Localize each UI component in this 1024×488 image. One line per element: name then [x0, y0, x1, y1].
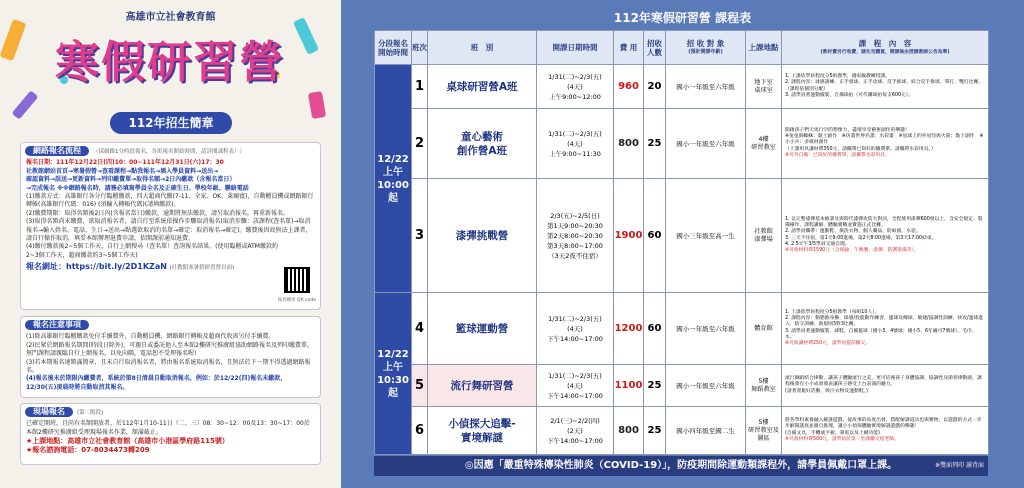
date-line: 1/31(二)~2/3(五)	[548, 72, 602, 81]
online-heading: 網路報名流程	[25, 146, 89, 156]
content-line: 2. 請學員攜帶：運動鞋、換洗衣物、個人藥品、防蚊液、水壺。	[785, 229, 921, 235]
loc-line: 研習教室	[751, 143, 776, 151]
header-date: 開課日期時間	[537, 31, 614, 65]
date-line: 1/31(二)~2/3(五)	[548, 314, 602, 323]
date-line: 上午9:00~12:00	[549, 92, 601, 101]
flyer-title: 寒假研習營	[55, 37, 285, 88]
row-number: 6	[412, 407, 428, 455]
header-content	[782, 31, 989, 65]
online-rule-4: (4)繳付繳款後2~5個工作天，自行上網搜尋（查名單）查詢報名結果。(使用臨櫃或ATM繳款約2~3個工作天，超商繳款約3~5個工作天)	[26, 243, 278, 259]
online-note: （採網路1分時段報名，各班報名開始時間，請詳閱課程表！）	[93, 149, 246, 155]
row-number: 1	[412, 65, 428, 109]
date-line: (4天)	[567, 324, 583, 333]
content-line: ※另收材料費500元，請學員於第一堂課繳交給老師。	[785, 436, 899, 442]
row-number: 5	[412, 365, 428, 407]
class-name-line: 童心藝術	[461, 130, 503, 143]
onsite-phone: ★報名諮詢電話：07-8034473轉209	[26, 445, 150, 454]
online-rule-2: (2)繳費期限：取得名額後2日內(含報名當日)繳款，逾期將無法繳款，請另取消報名，再重新報名。	[26, 209, 289, 217]
date-line: 1/31(二)~2/3(五)	[548, 129, 602, 138]
class-name-line: 創作營A班	[456, 144, 508, 157]
date-line: 第1天9:00~20:30	[547, 221, 603, 230]
table-header-row	[375, 31, 989, 65]
content-line: 1. 上課依學員程度分5組教學（每組10人）。	[785, 309, 880, 315]
class-name: 桌球研習營A班	[428, 65, 537, 109]
print-note: ※雙面列印 讀背面	[935, 462, 984, 469]
content-line: 3. 請學員著運動服裝、球鞋，自備籃球（國小3、4號球；國小5、6年級可7號球）、毛巾、水。	[785, 328, 977, 340]
session-time: 10:30	[377, 374, 409, 386]
content-line: ※另收材料費1590元（含保險、午晚餐、漆彈、防護裝備等）。	[785, 248, 919, 254]
session-date: 12/22	[377, 153, 409, 165]
loc-line: 研習教室及圖區	[748, 426, 779, 442]
content-line: ※另外自備：已寫好的繳費單，請攜帶水彩用具。	[785, 152, 890, 158]
notice-item-1: (1)除高雄銀行臨櫃繳款免付手續費外，自動櫃員機、網路銀行轉帳及超商代收需另付手續費。	[26, 333, 275, 341]
class-date	[537, 293, 614, 365]
confetti-shape	[12, 90, 39, 119]
content-line: 開啟孩子們天馬行空的想像力，盡情享受藝術創作的樂趣！	[785, 127, 910, 133]
notice-panel	[20, 316, 321, 398]
session-date: 12/22	[377, 348, 409, 360]
loc-line: 桌球室	[754, 86, 773, 94]
online-rule-3: (3)取得名額尚未繳費，欲取消報名者，請自行至系統依操作步驟取消報名(取消步驟：該課程(查名單)→取消報名→輸入姓名、電話、生日→送出→點選欲取消的名單→確定：取消報名→確定)。繳費後因故無法上課者，請自行操作取消，填妥本館辦理退費申請，依開課前通知退費。	[26, 218, 312, 243]
confetti-shape	[308, 91, 326, 119]
schedule-title: 112年寒假研習營 課程表	[613, 11, 752, 25]
table-row	[375, 407, 989, 455]
content-line: ※另收講材費250元，請學員提前繳交。	[785, 341, 871, 347]
class-content	[782, 65, 989, 109]
class-capacity: 60	[644, 293, 666, 365]
loc-line: 地下室	[754, 78, 773, 86]
class-capacity: 25	[644, 407, 666, 455]
class-fee: 800	[614, 407, 644, 455]
header-target-note: (預計開課年齡)	[688, 48, 723, 55]
qr-code-icon[interactable]	[284, 267, 310, 293]
content-line: ※兔兔與蜘蛛：黏土創作 ※仿畫世界名畫：水彩畫 ※星球上的外星怪與火箭：黏土創作 ※小小兵：多媒材創作	[785, 134, 984, 146]
class-fee: 1100	[614, 365, 644, 407]
date-line: (4天)	[567, 139, 583, 148]
notice-item-4: (4)報名後未於期限內繳費者，系統於第8日清晨自動取消報名，例如：於12/22(四)報名未繳款，12/30(五)凌晨時將自動取消其報名。	[26, 375, 287, 391]
class-capacity: 20	[644, 65, 666, 109]
covid-footer-text: ◎因應「嚴重特殊傳染性肺炎（COVID-19）」，防疫期間除運動類課程外，請學員佩戴口罩上課。	[464, 460, 898, 471]
content-line: 將各學科素養融入解謎遊戲，從故事的角度出發，搭配解謎道具也與實物，以遊戲的方式一步步解開謎底並親自推理，讓小小偵探體驗實境解謎遊戲的樂趣！	[785, 417, 982, 430]
date-line: （3天2夜不住宿）	[548, 251, 602, 260]
header-capacity: 招收人數	[644, 31, 666, 65]
date-line: 下午14:00~17:00	[547, 334, 603, 343]
class-capacity: 25	[644, 109, 666, 179]
notice-heading: 報名注意事項	[25, 320, 89, 330]
table-row	[375, 65, 989, 109]
class-content	[782, 407, 989, 455]
class-date	[537, 365, 614, 407]
class-location: 體育館	[746, 293, 782, 365]
table-row	[375, 179, 989, 293]
schedule-section	[341, 0, 1024, 488]
date-line: 2/3(五)~2/5(日)	[550, 211, 600, 220]
online-flow-1: 社教館網站首頁→寒暑假營→查看課程→點我報名→填入學員資料→送出→	[26, 167, 219, 175]
header-target-label: 招 收 對 象	[686, 38, 725, 48]
loc-line: 漆彈場	[754, 235, 773, 243]
online-flow-2: 確認資料→誤送→更新資料→列印繳費單→取得名額→2日內繳款（含報名當日）	[26, 176, 236, 184]
session-cell-1	[375, 65, 412, 293]
date-line: 1/31(二)~2/3(五)	[548, 371, 602, 380]
session-cell-2	[375, 293, 412, 455]
class-target: 國小一年級至六年級	[666, 65, 746, 109]
loc-line: 社教館	[754, 227, 773, 235]
registration-url[interactable]: 報名網址：https://bit.ly/2D1KZaN	[26, 262, 167, 272]
content-line: (自備文具，手機或平板，筆電以及上網功能)	[785, 430, 880, 436]
session-time: 10:00	[377, 179, 409, 191]
header-target	[666, 31, 746, 65]
class-name	[428, 109, 537, 179]
notice-item-2: (2)民眾於網路報名期間(時段日除外)，可親自或委託他人至本館2樓研究推廣組協助網路報名及列印繳費單，無門課程請親臨自行上網報名，以免向隅，電話恕不受理報名喔!	[26, 341, 314, 358]
content-line: 2. 課程內容：動態熱身操、球感/投籃動作練習、運球及傳球、敏捷/協調性訓練、快攻/運球進入、防守訓練、新規則3對3比賽。	[785, 315, 984, 328]
class-name-line: 小偵探大追擊-	[448, 417, 516, 430]
date-line: (2天)	[567, 426, 583, 435]
class-date	[537, 179, 614, 293]
header-location: 上課地點	[746, 31, 782, 65]
notice-item-3: (3)若本期報名達額滿簡章，且未自行取消報名者，將由報名系統取消報名，且無法於下一期不得透過網路報名。	[26, 358, 311, 375]
date-line: 第2天8:00~20:30	[547, 231, 603, 240]
content-line: (請著寬鬆好活動、吸汗衣物及運動鞋。)	[785, 388, 868, 394]
org-name: 高雄市立社會教育館	[125, 12, 216, 23]
online-period: 報名日期：111年12月22日(四)10：00~111年12月31日(六)17：30	[26, 159, 224, 167]
class-content	[782, 109, 989, 179]
session-tail: 起	[388, 192, 398, 204]
class-name: 流行舞研習營	[428, 365, 537, 407]
left-flyer	[0, 0, 341, 488]
table-row	[375, 365, 989, 407]
row-number: 2	[412, 109, 428, 179]
onsite-text: 已確定開班，且尚有名額開放者，於112年1月10-11日（二、三）08：30~12：00及13：30~17：00於本館2樓研究推廣組受理現場報名作業，額滿截止。	[26, 420, 310, 436]
content-line: 3. 請學員著運動服裝，自備球拍（可代購球拍每支600元）。	[785, 92, 913, 98]
class-name-line: 實境解謎	[461, 431, 503, 444]
confetti-shape	[0, 19, 26, 61]
online-registration-panel	[20, 142, 321, 310]
header-content-note: (教材費另行收費，請先勿購買，開課後由授課教師公告為準)	[820, 49, 950, 55]
class-target: 國小一年級至六年級	[666, 109, 746, 179]
class-content	[782, 365, 989, 407]
date-line: 2/1(三)~2/2(四)	[550, 416, 600, 425]
session-tail: 起	[388, 387, 398, 399]
content-line: 1. 以完整漆彈基本槍訓及與時代漆彈攻防大對決，全程使用漆彈600發以上，含安全規定、裝備操作、課程講解、體驗實戰並實施正式比賽。	[785, 216, 983, 228]
flyer-subtitle: 112年招生簡章	[110, 112, 232, 134]
class-capacity: 25	[644, 365, 666, 407]
class-content	[782, 293, 989, 365]
class-target: 國小三年級至高一生	[666, 179, 746, 293]
content-line: 2. 課程內容：球感訓練、正手發球、正手攻球、反手推球、結合反手推球、單打、雙打比賽。（課程依個別分配）	[785, 80, 983, 92]
online-rule-1: (1)繳款方式：高雄銀行各分行臨櫃繳款，四大超商代繳(7-11、全家、OK、萊爾富)，自動櫃員機或網路銀行轉帳(高雄銀行代碼：016) (須輸入轉帳代碼)(請填繳款)。	[26, 193, 314, 209]
class-location	[746, 365, 782, 407]
header-fee: 費 用	[614, 31, 644, 65]
row-number: 3	[412, 179, 428, 293]
date-line: 下午14:00~17:00	[547, 391, 603, 400]
class-content	[782, 179, 989, 293]
class-target: 國小一年級至六年級	[666, 365, 746, 407]
row-number: 4	[412, 293, 428, 365]
covid-footer	[374, 456, 988, 476]
registration-url-note: (社教館寒暑假研習營頁面)	[169, 265, 235, 272]
onsite-address: ★上課地點：高雄市立社會教育館（高雄市小港區學府路115號）	[26, 437, 229, 446]
date-line: 第3天8:00~17:00	[547, 241, 603, 250]
header-content-label: 課 程 內 容	[858, 38, 912, 48]
header-session: 分段報名開始時間	[375, 31, 412, 65]
content-line: 3. 三天不住宿，第1天9:00進場，第2天8:00進場，第3天17:00結束。	[785, 235, 937, 241]
loc-line: 5樓	[758, 377, 769, 385]
table-row	[375, 293, 989, 365]
class-fee: 960	[614, 65, 644, 109]
class-name: 籃球運動營	[428, 293, 537, 365]
content-line: 流行舞蹈結合律動，讓孩子體驗流行之美，更可培養孩子身體協調、協調性及節奏律動感，課程後會有小小成果發表讓孩子感受上台表演的魅力。	[785, 376, 982, 388]
class-date	[537, 109, 614, 179]
schedule-table	[374, 30, 989, 455]
content-line: 1. 上課依學員程度分5組教學，國家級教練授課。	[785, 73, 891, 79]
class-name	[428, 407, 537, 455]
class-name: 漆彈挑戰營	[428, 179, 537, 293]
class-fee: 800	[614, 109, 644, 179]
loc-line: 舞蹈教室	[751, 385, 776, 393]
date-line: 下午14:00~17:00	[547, 436, 603, 445]
onsite-heading: 現場報名	[25, 407, 73, 417]
class-location	[746, 407, 782, 455]
class-location	[746, 65, 782, 109]
session-ampm: 上午	[383, 166, 403, 178]
header-no: 班次	[412, 31, 428, 65]
header-class: 班 別	[428, 31, 537, 65]
class-fee: 1900	[614, 179, 644, 293]
loc-line: 5樓	[758, 418, 769, 426]
loc-line: 4樓	[758, 135, 769, 143]
class-date	[537, 407, 614, 455]
class-target: 國小一年級至六年級	[666, 293, 746, 365]
class-fee: 1200	[614, 293, 644, 365]
class-target: 國小四年級至國二生	[666, 407, 746, 455]
class-location	[746, 179, 782, 293]
date-line: 上午9:00~11:30	[549, 149, 601, 158]
content-line: （上課用具講材費350元，請攜帶已寫好的繳費單。請攜帶水彩用具。）	[785, 146, 936, 152]
content-line: 4. 2.5天午3/5學員交通自理。	[785, 241, 850, 247]
online-done: →完成報名 ※※網路報名時，請務必填寫學員全名及正確生日、學校年級、聯絡電話	[26, 184, 249, 192]
class-location	[746, 109, 782, 179]
onsite-heading-tag: (第二階段)	[77, 410, 104, 416]
onsite-panel	[20, 403, 321, 465]
qr-caption: 報名網址 QR code	[277, 298, 316, 303]
date-line: (4天)	[567, 381, 583, 390]
date-line: (4天)	[567, 82, 583, 91]
class-capacity: 60	[644, 179, 666, 293]
table-row	[375, 109, 989, 179]
session-ampm: 上午	[383, 361, 403, 373]
class-date	[537, 65, 614, 109]
